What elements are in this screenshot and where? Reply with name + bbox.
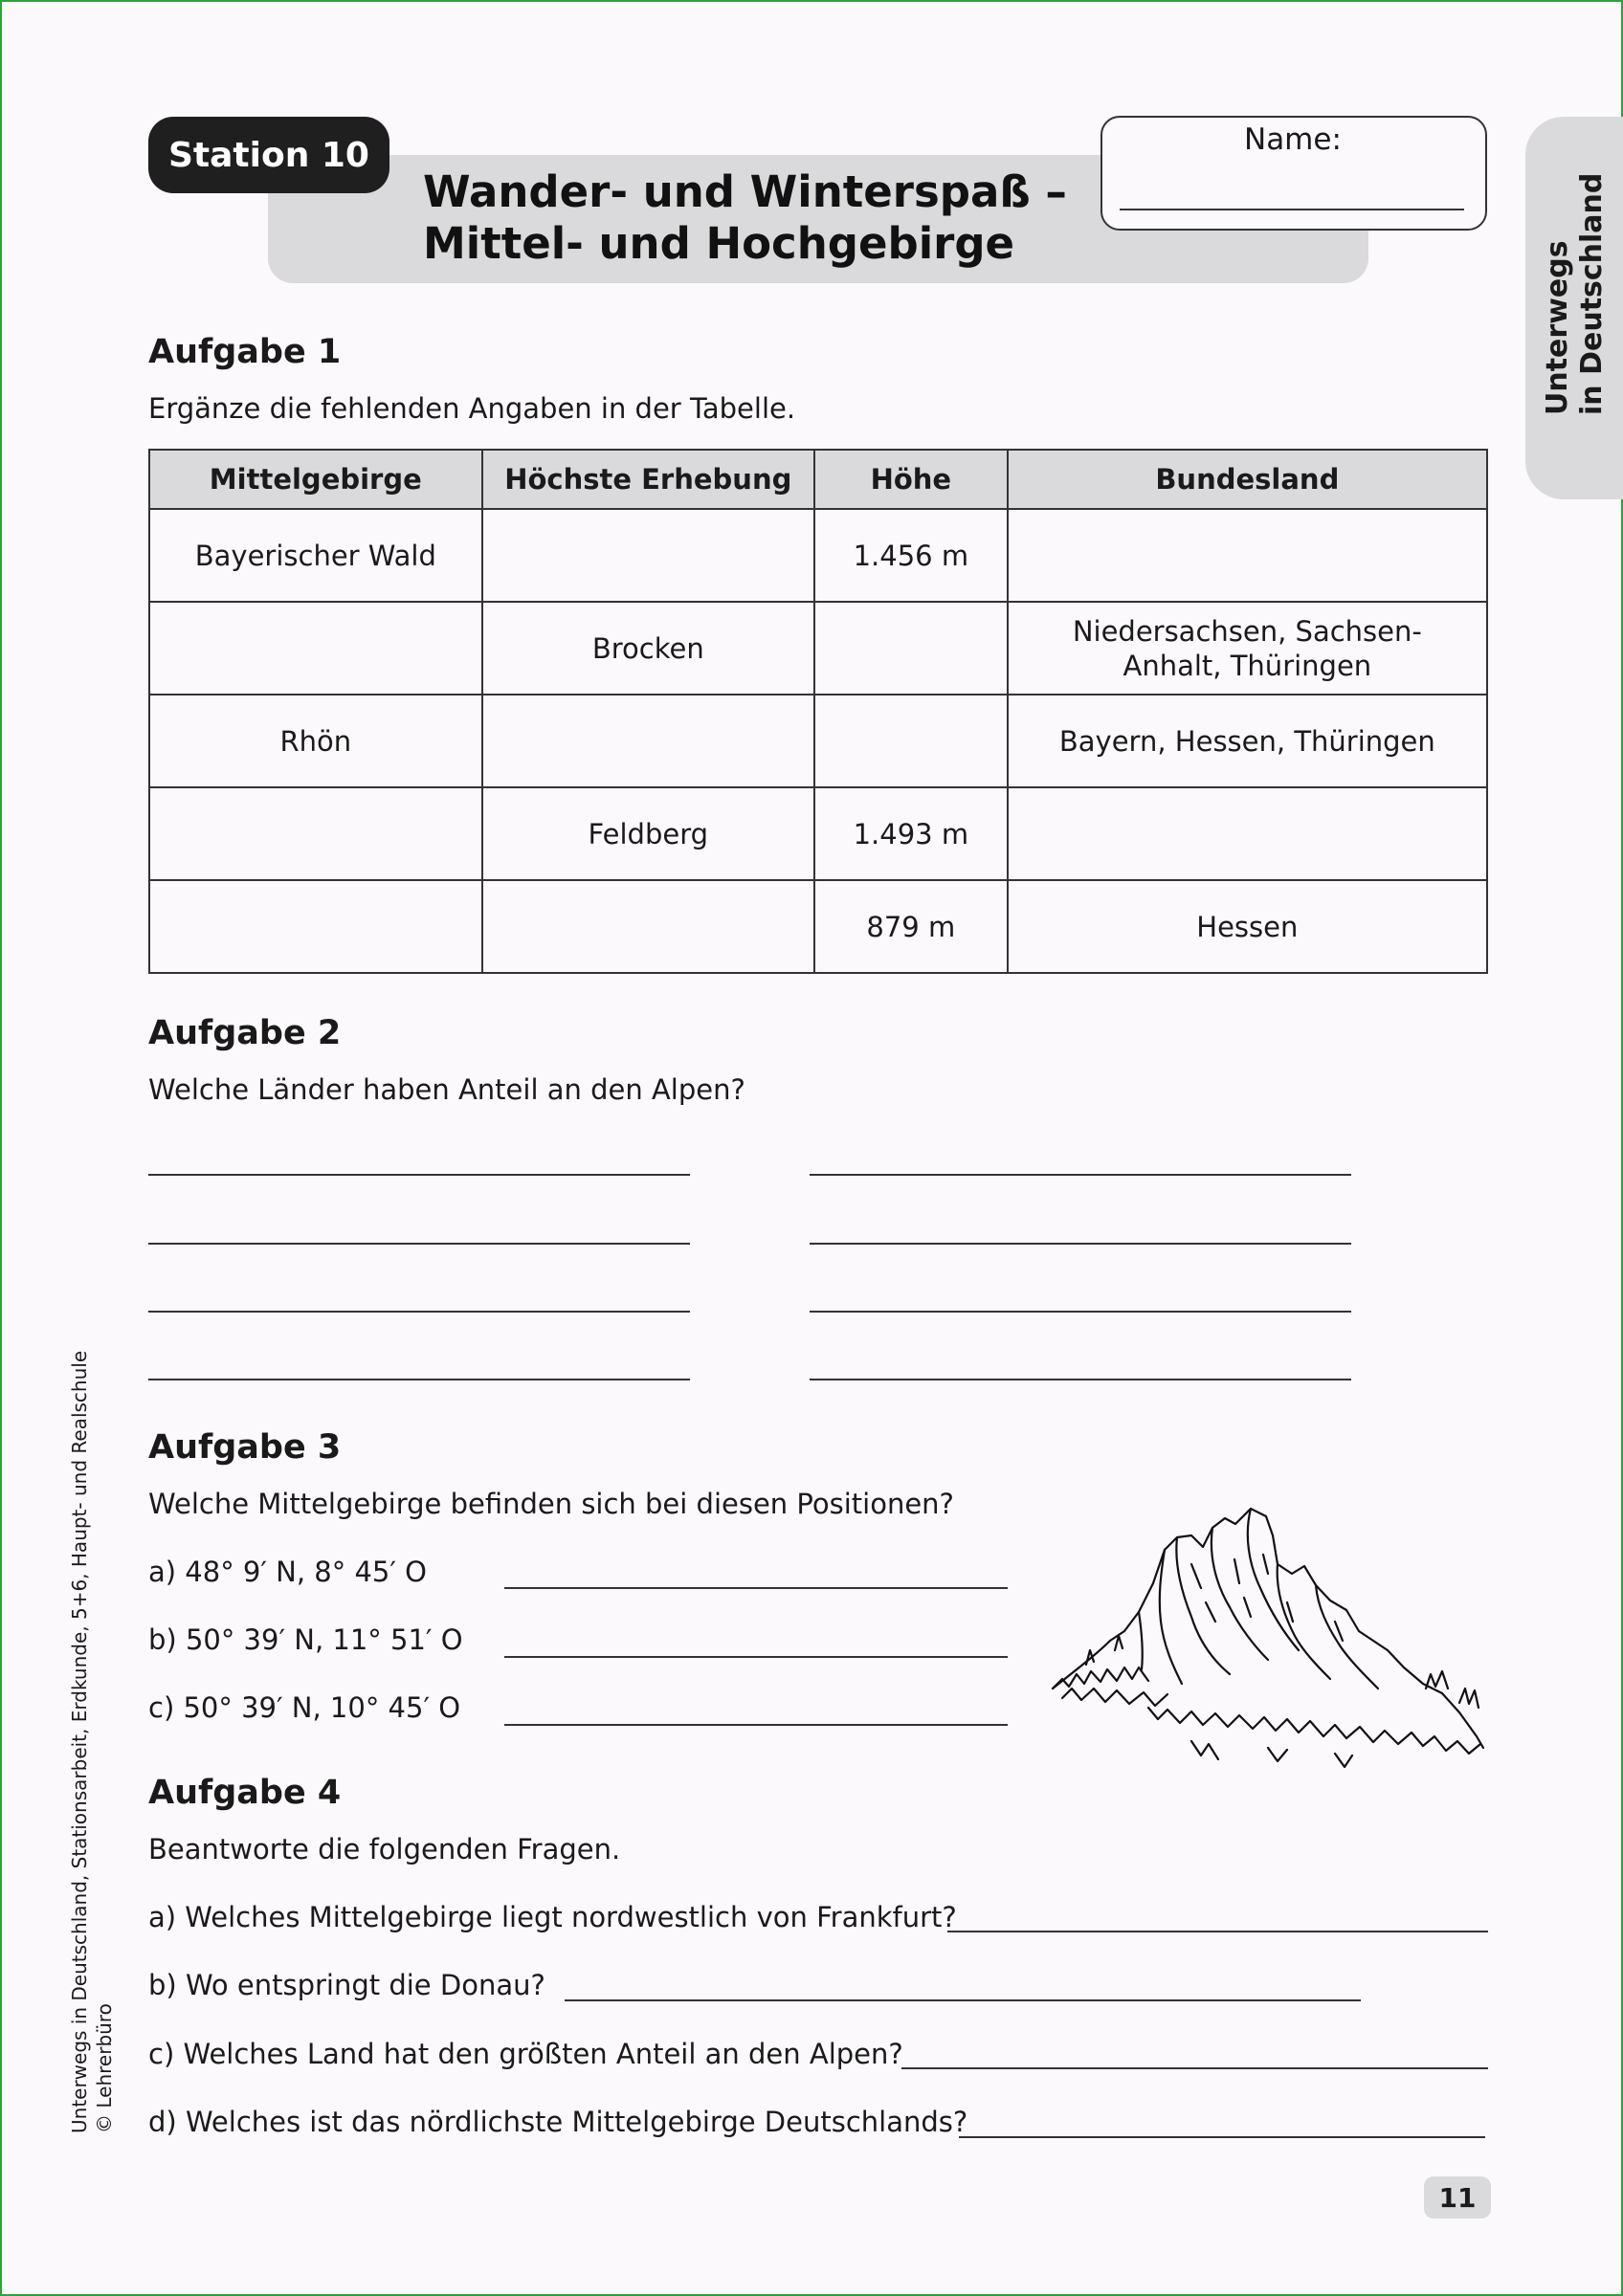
title-line-1: Wander- und Winterspaß – (423, 166, 1067, 217)
task4-heading: Aufgabe 4 (148, 1774, 342, 1812)
task1-instruction: Ergänze die fehlenden Angaben in der Tabelle. (148, 392, 796, 425)
table-row (149, 787, 1487, 880)
table-cell-answer[interactable] (814, 695, 1008, 787)
table-cell: 1.493 m (814, 787, 1008, 880)
table-cell: Hessen (1008, 880, 1487, 973)
table-cell-answer[interactable] (482, 880, 814, 973)
side-tab-line-2: in Deutschland (1575, 172, 1609, 415)
table-cell: Brocken (482, 602, 814, 695)
task4-instruction: Beantworte die folgenden Fragen. (148, 1833, 621, 1866)
answer-line[interactable] (959, 2136, 1485, 2138)
footer-credit (67, 1351, 117, 2133)
mountain-icon (1048, 1497, 1488, 1770)
answer-line[interactable] (148, 1243, 690, 1245)
task4-item-a: a) Welches Mittelgebirge liegt nordwestlich von Frankfurt? (148, 1901, 957, 1933)
name-field[interactable] (1120, 209, 1464, 210)
answer-line[interactable] (565, 1999, 1361, 2001)
answer-line[interactable] (810, 1174, 1351, 1176)
table-cell: 879 m (814, 880, 1008, 973)
table-row (149, 880, 1487, 973)
name-label: Name: (1244, 122, 1342, 157)
task3-item-c: c) 50° 39′ N, 10° 45′ O (148, 1691, 461, 1724)
column-header: Höhe (814, 450, 1008, 509)
table-cell-answer[interactable] (149, 787, 482, 880)
table-cell-answer[interactable] (1008, 509, 1487, 602)
answer-line[interactable] (810, 1311, 1351, 1313)
answer-line[interactable] (504, 1724, 1008, 1726)
task2-question: Welche Länder haben Anteil an den Alpen? (148, 1073, 745, 1106)
answer-line[interactable] (810, 1243, 1351, 1245)
answer-line[interactable] (901, 2067, 1488, 2069)
side-tab-line-1: Unterwegs (1541, 240, 1574, 415)
table-cell: Rhön (149, 695, 482, 787)
table-header-row (149, 450, 1487, 509)
title-line-2: Mittel- und Hochgebirge (423, 218, 1015, 269)
table-row (149, 602, 1487, 695)
column-header: Mittelgebirge (149, 450, 482, 509)
side-tab-label (1541, 173, 1610, 415)
station-badge: Station 10 (148, 117, 389, 193)
table-cell-answer[interactable] (149, 602, 482, 695)
footer-credit-line-2: © Lehrerbüro (93, 2003, 116, 2133)
task2-heading: Aufgabe 2 (148, 1014, 342, 1052)
task4-item-d: d) Welches ist das nördlichste Mittelgebirge Deutschlands? (148, 2106, 968, 2138)
table-cell: 1.456 m (814, 509, 1008, 602)
task3-question: Welche Mittelgebirge befinden sich bei diesen Positionen? (148, 1488, 954, 1520)
table-row (149, 509, 1487, 602)
column-header: Höchste Erhebung (482, 450, 814, 509)
answer-line[interactable] (504, 1656, 1008, 1658)
table-cell: Bayern, Hessen, Thüringen (1008, 695, 1487, 787)
table-cell-answer[interactable] (149, 880, 482, 973)
table-cell-answer[interactable] (482, 509, 814, 602)
answer-line[interactable] (148, 1174, 690, 1176)
task3-item-a: a) 48° 9′ N, 8° 45′ O (148, 1556, 428, 1588)
table-cell-answer[interactable] (814, 602, 1008, 695)
table-cell-answer[interactable] (482, 695, 814, 787)
footer-credit-line-1: Unterwegs in Deutschland, Stationsarbeit, Erdkunde, 5+6, Haupt- und Realschule (68, 1350, 91, 2133)
answer-line[interactable] (148, 1311, 690, 1313)
table-cell: Bayerischer Wald (149, 509, 482, 602)
table-cell: Feldberg (482, 787, 814, 880)
task3-heading: Aufgabe 3 (148, 1428, 342, 1467)
answer-line[interactable] (810, 1379, 1351, 1380)
table-row (149, 695, 1487, 787)
column-header: Bundesland (1008, 450, 1487, 509)
task4-item-b: b) Wo entspringt die Donau? (148, 1969, 545, 2001)
table-cell-answer[interactable] (1008, 787, 1487, 880)
task4-item-c: c) Welches Land hat den größten Anteil an den Alpen? (148, 2038, 903, 2070)
task3-item-b: b) 50° 39′ N, 11° 51′ O (148, 1623, 463, 1656)
answer-line[interactable] (148, 1379, 690, 1380)
table-cell: Niedersachsen, Sachsen-Anhalt, Thüringen (1008, 602, 1487, 695)
answer-line[interactable] (504, 1587, 1008, 1589)
mountains-table (148, 449, 1488, 974)
task1-heading: Aufgabe 1 (148, 333, 342, 371)
page-number: 11 (1424, 2176, 1491, 2219)
page-title (423, 166, 1067, 270)
answer-line[interactable] (947, 1931, 1488, 1932)
